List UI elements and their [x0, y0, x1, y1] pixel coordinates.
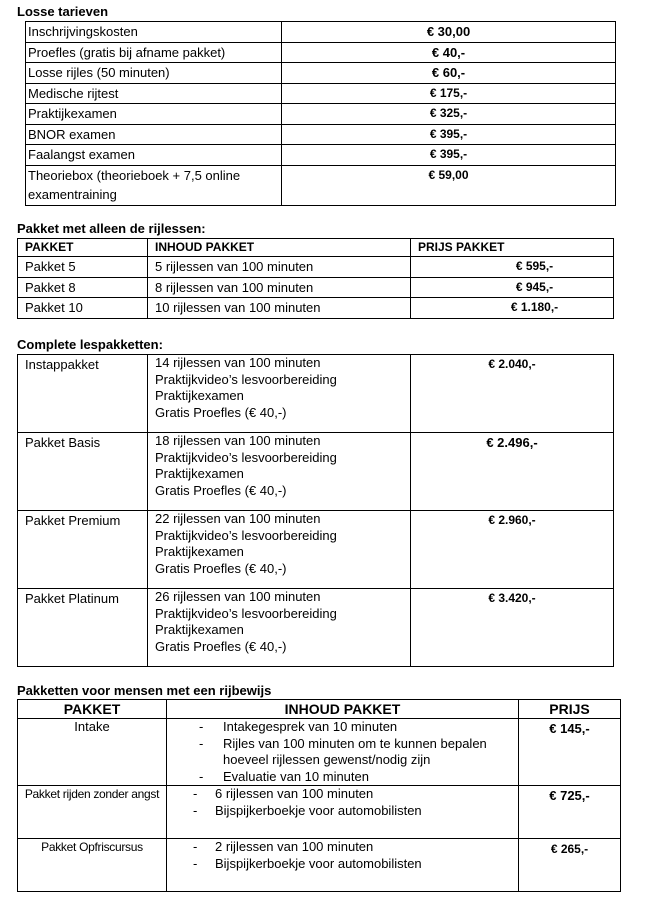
content-line: Praktijkvideo’s lesvoorbereiding [155, 449, 337, 465]
content-line: Praktijkexamen [155, 622, 244, 637]
package-name: Pakket 8 [18, 277, 148, 298]
package-name: Intake [18, 719, 167, 786]
table-header-row [18, 239, 614, 257]
package-name: Pakket rijden zonder angst [18, 786, 167, 839]
table-row [18, 839, 621, 892]
package-content [167, 786, 519, 839]
package-name: Pakket 10 [18, 298, 148, 319]
rate-price: € 40,- [282, 42, 616, 63]
package-content: 8 rijlessen van 100 minuten [148, 277, 411, 298]
content-line: Gratis Proefles (€ 40,-) [155, 404, 287, 420]
table-row [26, 42, 616, 63]
table-row [18, 277, 614, 298]
rate-price: € 325,- [282, 104, 616, 125]
package-name: Pakket Basis [18, 433, 148, 511]
content-line: Gratis Proefles (€ 40,-) [155, 560, 287, 576]
rate-label: Proefles (gratis bij afname pakket) [26, 42, 282, 63]
package-content: 10 rijlessen van 100 minuten [148, 298, 411, 319]
package-price: € 145,- [519, 719, 621, 786]
package-content [148, 355, 411, 433]
table-row [26, 63, 616, 84]
content-line: Gratis Proefles (€ 40,-) [155, 482, 287, 498]
package-name: Pakket Platinum [18, 589, 148, 667]
content-line: Praktijkexamen [155, 544, 244, 559]
package-content [148, 433, 411, 511]
rate-label: Praktijkexamen [26, 104, 282, 125]
table-row [18, 511, 614, 589]
heading-complete-lespakketten: Complete lespakketten: [17, 337, 163, 352]
heading-losse-tarieven: Losse tarieven [17, 4, 109, 19]
package-price: € 595,- [411, 257, 614, 278]
content-line: 18 rijlessen van 100 minuten [155, 433, 321, 448]
rate-price: € 395,- [282, 145, 616, 166]
package-name: Pakket 5 [18, 257, 148, 278]
content-line: Praktijkexamen [155, 466, 244, 481]
content-item: - Bijspijkerboekje voor automobilisten [167, 856, 518, 873]
content-line: Gratis Proefles (€ 40,-) [155, 638, 287, 654]
column-header: PAKKET [18, 700, 167, 719]
table-row [26, 124, 616, 145]
content-item: - Rijles van 100 minuten om te kunnen bepalen hoeveel rijlessen gewenst/nodig zijn [167, 736, 518, 769]
package-price: € 2.040,- [411, 355, 614, 433]
content-item: - 6 rijlessen van 100 minuten [167, 786, 518, 803]
rate-label: Inschrijvingskosten [26, 22, 282, 43]
table-row [26, 145, 616, 166]
content-line: Praktijkvideo’s lesvoorbereiding [155, 527, 337, 543]
rate-label: Faalangst examen [26, 145, 282, 166]
content-item: - Bijspijkerboekje voor automobilisten [167, 803, 518, 820]
table-row [18, 355, 614, 433]
package-content [167, 719, 519, 786]
column-header: INHOUD PAKKET [167, 700, 519, 719]
package-price: € 265,- [519, 839, 621, 892]
package-content [148, 589, 411, 667]
rate-price: € 175,- [282, 83, 616, 104]
package-content [167, 839, 519, 892]
package-content: 5 rijlessen van 100 minuten [148, 257, 411, 278]
package-price: € 725,- [519, 786, 621, 839]
table-row [18, 298, 614, 319]
table-row [18, 786, 621, 839]
column-header: PRIJS [519, 700, 621, 719]
table-row [26, 165, 616, 205]
rate-label: Medische rijtest [26, 83, 282, 104]
content-line: 22 rijlessen van 100 minuten [155, 511, 321, 526]
content-item: - Intakegesprek van 10 minuten [167, 719, 518, 736]
rate-price: € 59,00 [282, 165, 616, 205]
package-content [148, 511, 411, 589]
package-name: Pakket Opfriscursus [18, 839, 167, 892]
package-price: € 3.420,- [411, 589, 614, 667]
pakket-rijlessen-table [17, 238, 614, 319]
table-row [18, 257, 614, 278]
heading-pakketten-rijbewijs: Pakketten voor mensen met een rijbewijs [17, 683, 272, 698]
rate-label: Theoriebox (theorieboek + 7,5 online examentraining [26, 165, 282, 205]
package-name: Pakket Premium [18, 511, 148, 589]
column-header: PRIJS PAKKET [411, 239, 614, 257]
content-line: 26 rijlessen van 100 minuten [155, 589, 321, 604]
content-line: Praktijkexamen [155, 388, 244, 403]
rate-price: € 60,- [282, 63, 616, 84]
table-row [18, 589, 614, 667]
package-price: € 1.180,- [411, 298, 614, 319]
complete-lespakketten-table [17, 354, 614, 667]
content-line: Praktijkvideo’s lesvoorbereiding [155, 605, 337, 621]
losse-tarieven-table [25, 21, 616, 206]
content-line: 14 rijlessen van 100 minuten [155, 355, 321, 370]
table-row [26, 22, 616, 43]
table-row [18, 433, 614, 511]
content-line: Praktijkvideo’s lesvoorbereiding [155, 371, 337, 387]
table-row [26, 83, 616, 104]
pakketten-rijbewijs-table [17, 699, 621, 892]
table-header-row [18, 700, 621, 719]
column-header: PAKKET [18, 239, 148, 257]
rate-label: Losse rijles (50 minuten) [26, 63, 282, 84]
rate-price: € 395,- [282, 124, 616, 145]
package-price: € 945,- [411, 277, 614, 298]
table-row [18, 719, 621, 786]
package-price: € 2.496,- [411, 433, 614, 511]
rate-price: € 30,00 [282, 22, 616, 43]
package-name: Instappakket [18, 355, 148, 433]
package-price: € 2.960,- [411, 511, 614, 589]
content-item: - Evaluatie van 10 minuten [167, 769, 518, 786]
content-item: - 2 rijlessen van 100 minuten [167, 839, 518, 856]
table-row [26, 104, 616, 125]
heading-pakket-rijlessen: Pakket met alleen de rijlessen: [17, 221, 206, 236]
column-header: INHOUD PAKKET [148, 239, 411, 257]
rate-label: BNOR examen [26, 124, 282, 145]
